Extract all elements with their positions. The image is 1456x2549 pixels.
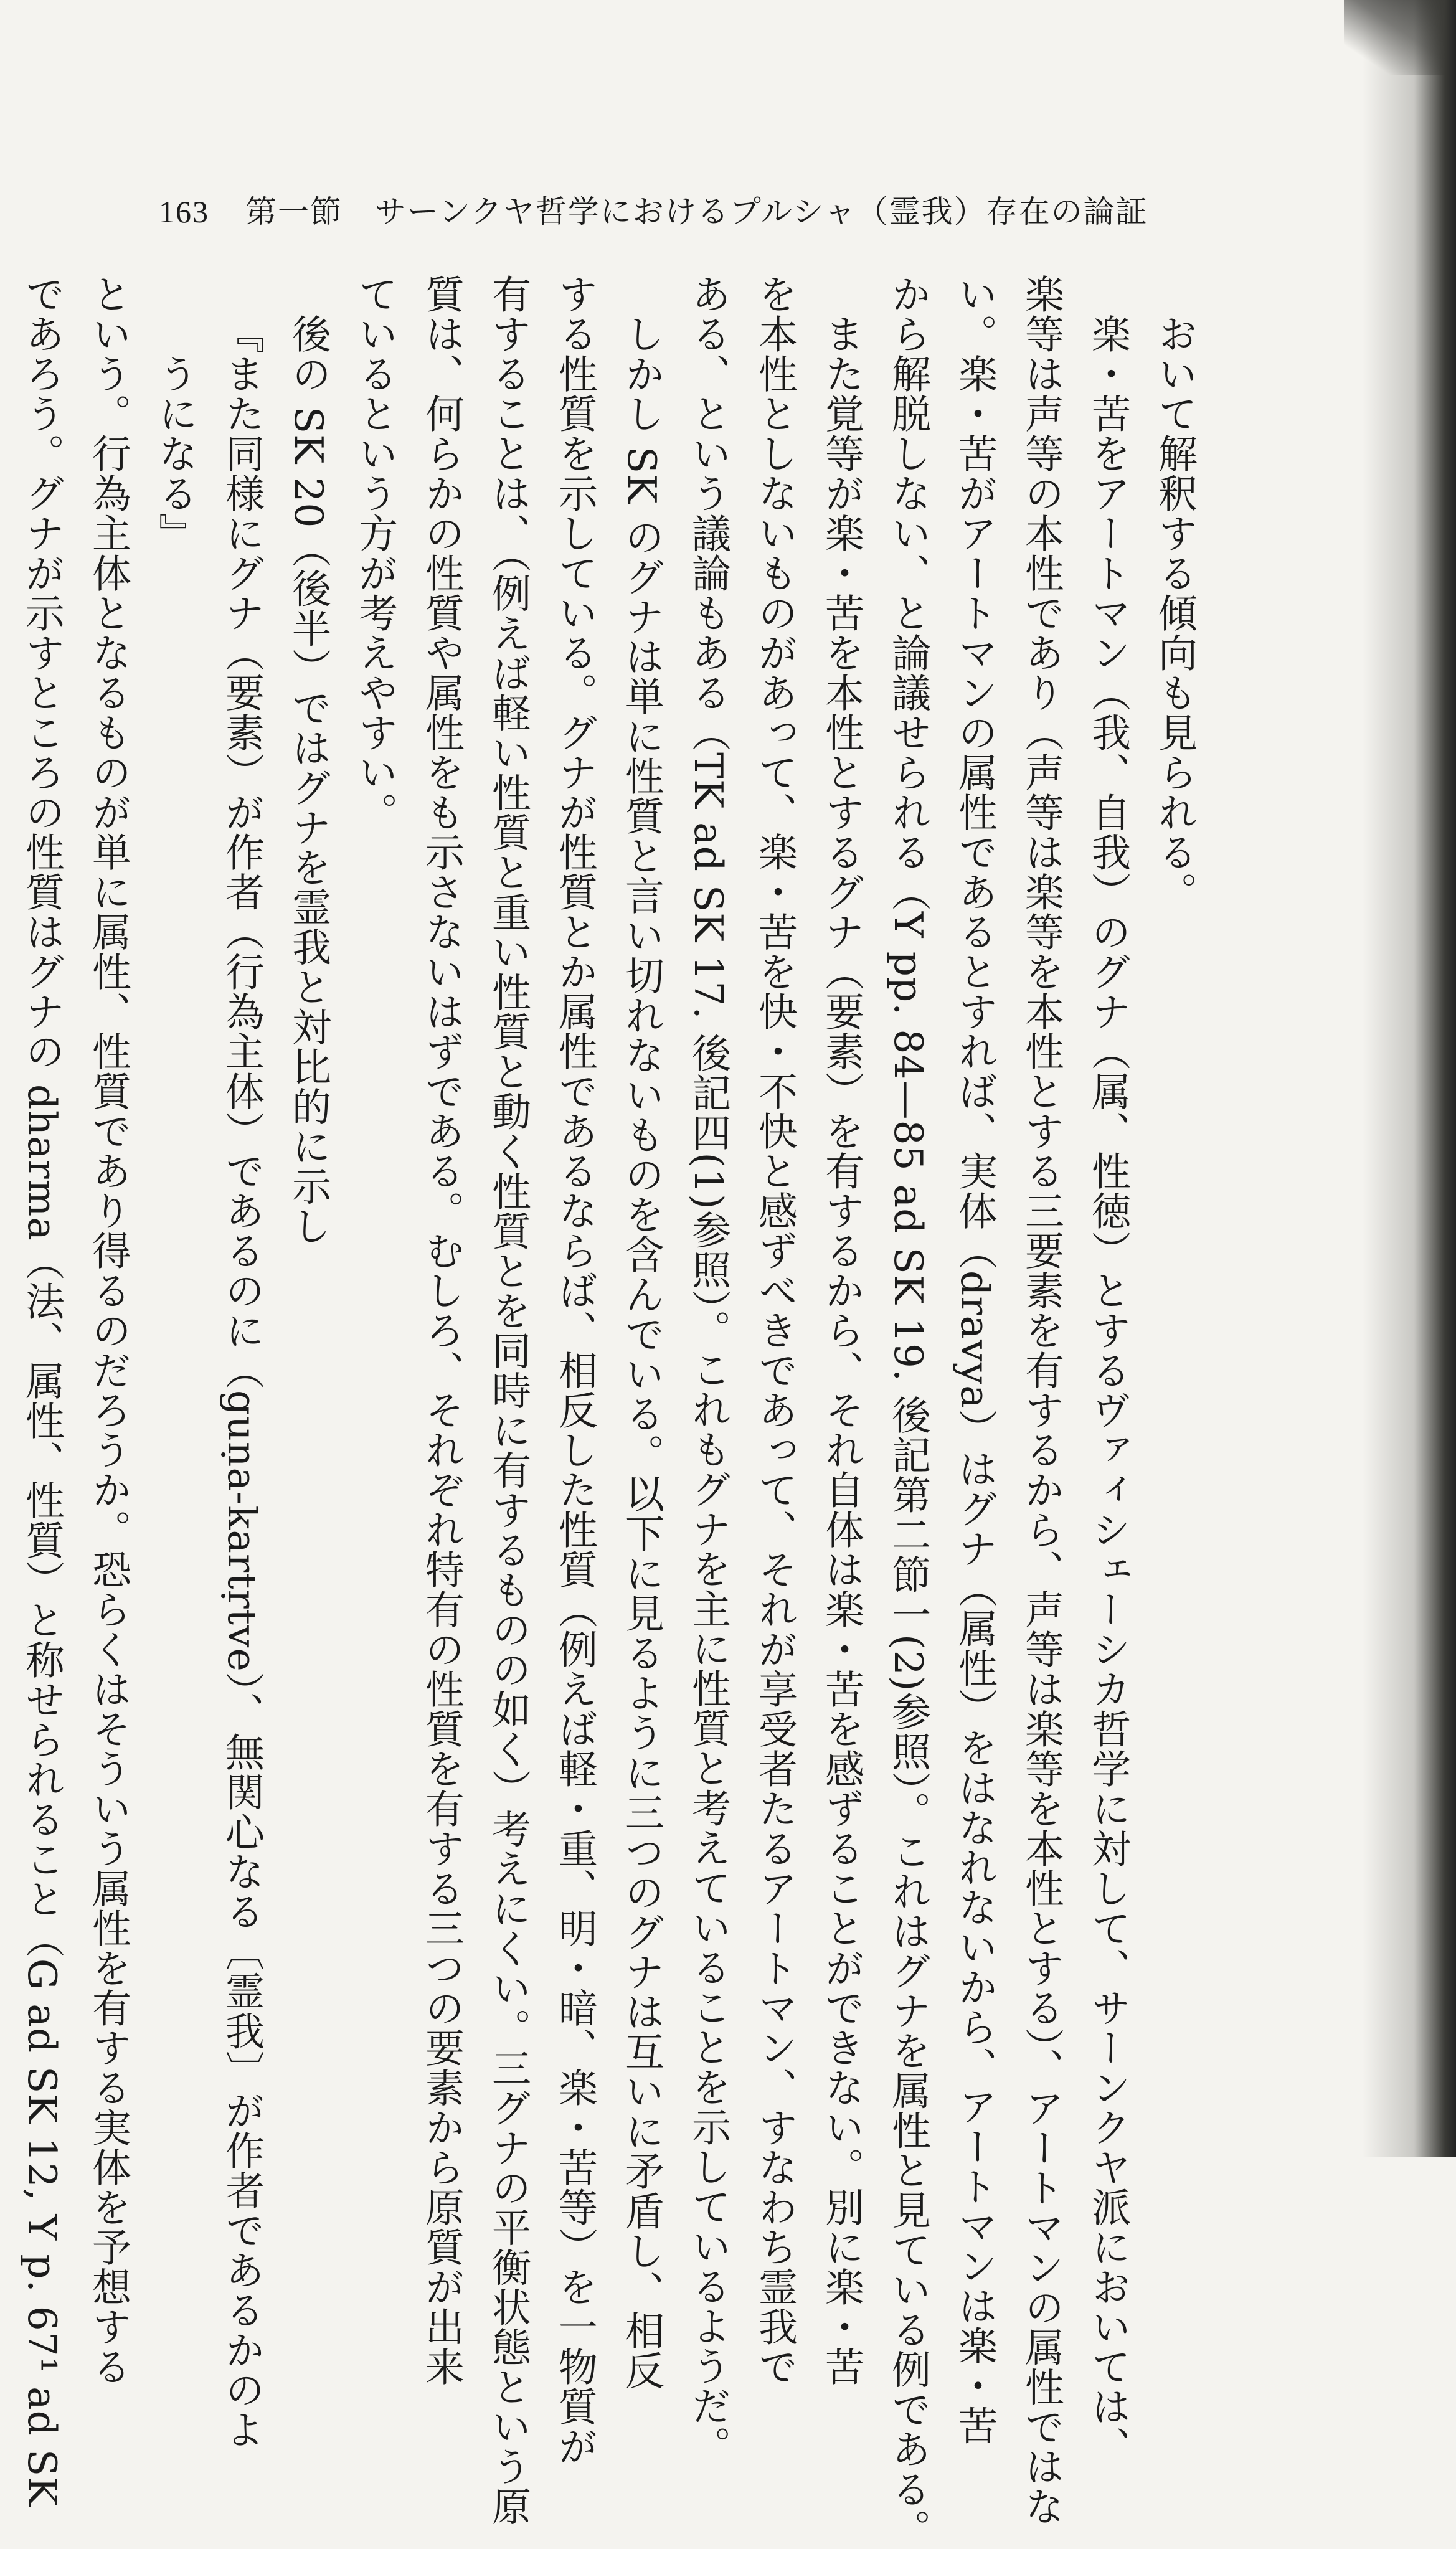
running-header	[159, 187, 1148, 232]
page-number: 163	[159, 194, 209, 229]
vertical-body-text	[19, 274, 1208, 2549]
text-line: また覚等が楽・苦を本性とするグナ（要素）を有するから、それ自体は楽・苦を感ずることができない。別に楽・苦	[819, 314, 864, 2386]
text-line: 『また同様にグナ（要素）が作者（行為主体）であるのに（guṇa-kartṛtve）、無関心なる〔霊我〕が作者であるかのよ	[219, 314, 265, 2450]
text-line: を本性としないものがあって、楽・苦を快・不快と感ずべきであって、それが享受者たるアートマン、すなわち霊我で	[752, 274, 798, 2386]
text-line: ある、という議論もある（TK ad SK 17. 後記四(1)参照）。これもグナを主に性質と考えていることを示しているようだ。	[686, 274, 731, 2466]
text-line: する性質を示している。グナが性質とか属性であるならば、相反した性質（例えば軽・重、明・暗、楽・苦等）を一物質が	[552, 274, 598, 2466]
text-line: おいて解釈する傾向も見られる。	[1152, 314, 1198, 912]
text-line: 楽等は声等の本性であり（声等は楽等を本性とする三要素を有するから、声等は楽等を本性とする）、アートマンの属性ではな	[1019, 274, 1064, 2527]
text-line: しかし SK のグナは単に性質と言い切れないものを含んでいる。以下に見るように三つのグナは互いに矛盾し、相反	[619, 314, 664, 2391]
text-line: 有することは、（例えば軽い性質と重い性質と動く性質とを同時に有するものの如く）考えにくい。三グナの平衡状態という原	[486, 274, 531, 2527]
text-line: うになる』	[153, 354, 198, 553]
text-line: い。楽・苦がアートマンの属性であるとすれば、実体（dravya）はグナ（属性）をはなれないから、アートマンは楽・苦	[952, 274, 998, 2446]
text-line: であろう。グナが示すところの性質はグナの dharma（法、属性、性質）と称せられること（G ad SK 12, Y p. 67¹ ad SK	[19, 274, 65, 2507]
text-line: ているという方が考えやすい。	[352, 274, 398, 832]
text-line: 楽・苦をアートマン（我、自我）のグナ（属、性徳）とするヴァィシェーシカ哲学に対して、サーンクヤ派においては、	[1085, 314, 1131, 2466]
book-spine-shadow	[1363, 0, 1456, 2157]
running-title: 第一節 サーンクヤ哲学におけるプルシャ（霊我）存在の論証	[245, 194, 1148, 230]
text-line: という。行為主体となるものが単に属性、性質であり得るのだろうか。恐らくはそういう属性を有する実体を予想する	[86, 274, 131, 2386]
text-line: 後の SK 20（後半）ではグナを霊我と対比的に示し	[286, 314, 331, 1246]
text-line: 質は、何らかの性質や属性をも示さないはずである。むしろ、それぞれ特有の性質を有する三つの要素から原質が出来	[419, 274, 465, 2386]
text-line	[0, 274, 9, 2005]
text-line: から解脱しない、と論議せられる（Y pp. 84—85 ad SK 19. 後記第二節一(2)参照）。これはグナを属性と見ている例である。	[886, 274, 931, 2549]
